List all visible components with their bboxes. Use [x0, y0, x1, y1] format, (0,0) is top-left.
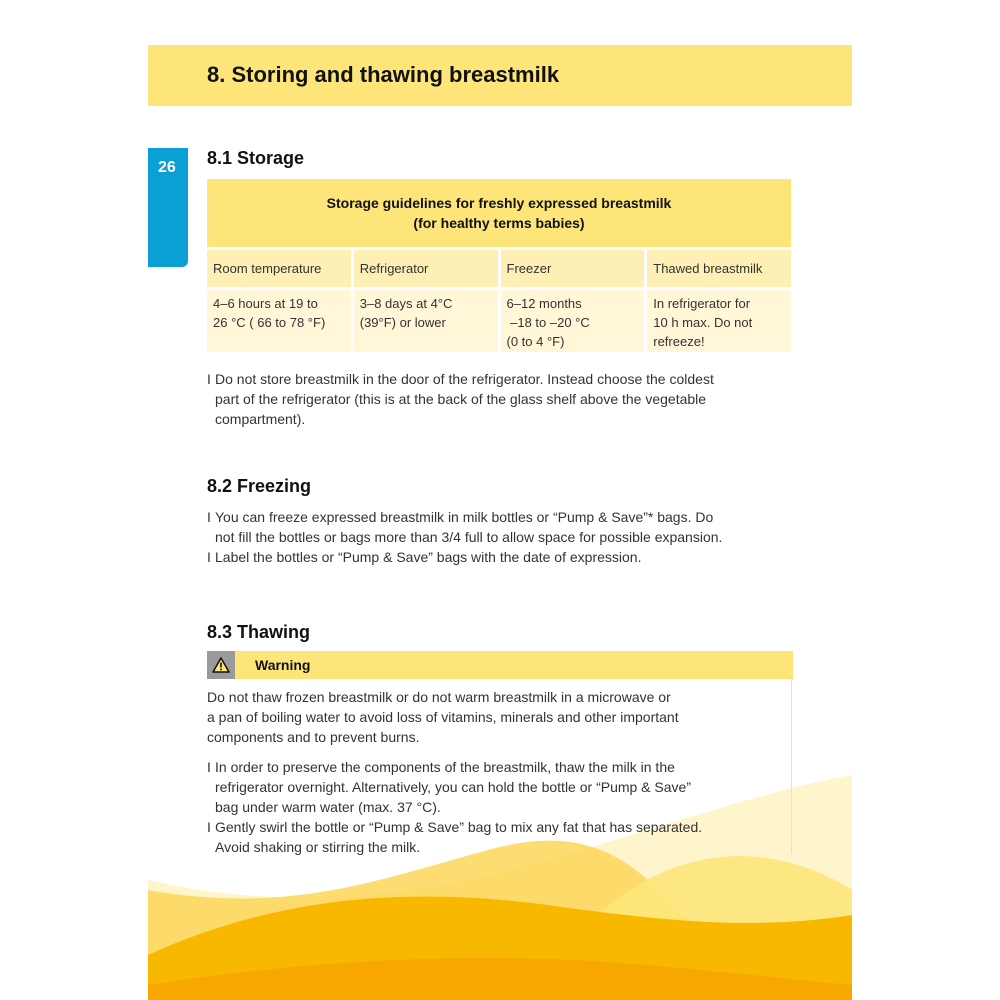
column-header: Thawed breastmilk: [647, 250, 791, 287]
cell-line: In refrigerator for: [653, 296, 751, 311]
cell-line: refreeze!: [653, 334, 705, 349]
bullet-mark: I: [207, 819, 211, 835]
table-header-row: [207, 247, 791, 287]
table-title-line: (for healthy terms babies): [413, 215, 585, 231]
section-title-storage: 8.1 Storage: [207, 148, 305, 168]
document-page: [148, 0, 852, 1000]
warning-text: [207, 687, 797, 747]
table-title: [207, 179, 791, 247]
bullet-mark: I: [207, 371, 211, 387]
warning-triangle-icon: [207, 651, 235, 679]
text-line: Do not thaw frozen breastmilk or do not warm breastmilk in a microwave or: [207, 689, 671, 705]
text-line: refrigerator overnight. Alternatively, you can hold the bottle or “Pump & Save”: [215, 779, 691, 795]
table-row: [207, 287, 791, 352]
thawing-list: [207, 757, 797, 857]
freezing-list: [207, 507, 797, 567]
text-line: You can freeze expressed breastmilk in milk bottles or “Pump & Save”* bags. Do: [215, 509, 714, 525]
table-cell: [501, 290, 645, 352]
list-item: [207, 369, 797, 429]
cell-line: 4–6 hours at 19 to: [213, 296, 318, 311]
text-line: compartment).: [215, 411, 306, 427]
page-number: 26: [158, 159, 176, 176]
cell-line: 6–12 months: [506, 296, 582, 311]
text-line: bag under warm water (max. 37 °C).: [215, 799, 441, 815]
section-title-thawing: 8.3 Thawing: [207, 622, 311, 642]
cell-line: –18 to –20 °C: [506, 315, 590, 330]
cell-line: (39°F) or lower: [359, 315, 446, 330]
table-cell: [647, 290, 791, 352]
cell-line: 10 h max. Do not: [653, 315, 753, 330]
bullet-mark: I: [207, 509, 211, 525]
section-title-freezing: 8.2 Freezing: [207, 476, 312, 496]
table-cell: [354, 290, 498, 352]
storage-note: [207, 369, 797, 429]
column-header: Freezer: [501, 250, 645, 287]
list-item: [207, 507, 797, 547]
warning-bar: [207, 651, 793, 679]
cell-line: (0 to 4 °F): [506, 334, 565, 349]
text-line: Avoid shaking or stirring the milk.: [215, 839, 421, 855]
list-item: [207, 547, 797, 567]
column-header: Refrigerator: [354, 250, 498, 287]
storage-guidelines-table: [207, 179, 791, 352]
cell-line: 26 °C ( 66 to 78 °F): [213, 315, 326, 330]
table-cell: [207, 290, 351, 352]
column-header: Room temperature: [207, 250, 351, 287]
table-title-line: Storage guidelines for freshly expressed breastmilk: [326, 195, 672, 211]
warning-label: Warning: [255, 657, 311, 673]
bullet-mark: I: [207, 759, 211, 775]
list-item: [207, 817, 797, 857]
text-line: Do not store breastmilk in the door of the refrigerator. Instead choose the coldest: [215, 371, 714, 387]
page-number-tab: [148, 148, 188, 267]
page-title: 8. Storing and thawing breastmilk: [207, 62, 560, 87]
text-line: part of the refrigerator (this is at the back of the glass shelf above the vegetable: [215, 391, 707, 407]
text-line: In order to preserve the components of the breastmilk, thaw the milk in the: [215, 759, 675, 775]
text-line: Label the bottles or “Pump & Save” bags with the date of expression.: [215, 549, 642, 565]
text-line: components and to prevent burns.: [207, 729, 420, 745]
cell-line: 3–8 days at 4°C: [359, 296, 453, 311]
text-line: not fill the bottles or bags more than 3/4 full to allow space for possible expansion.: [215, 529, 723, 545]
text-line: Gently swirl the bottle or “Pump & Save” bag to mix any fat that has separated.: [215, 819, 703, 835]
bullet-mark: I: [207, 549, 211, 565]
list-item: [207, 757, 797, 817]
text-line: a pan of boiling water to avoid loss of vitamins, minerals and other important: [207, 709, 679, 725]
